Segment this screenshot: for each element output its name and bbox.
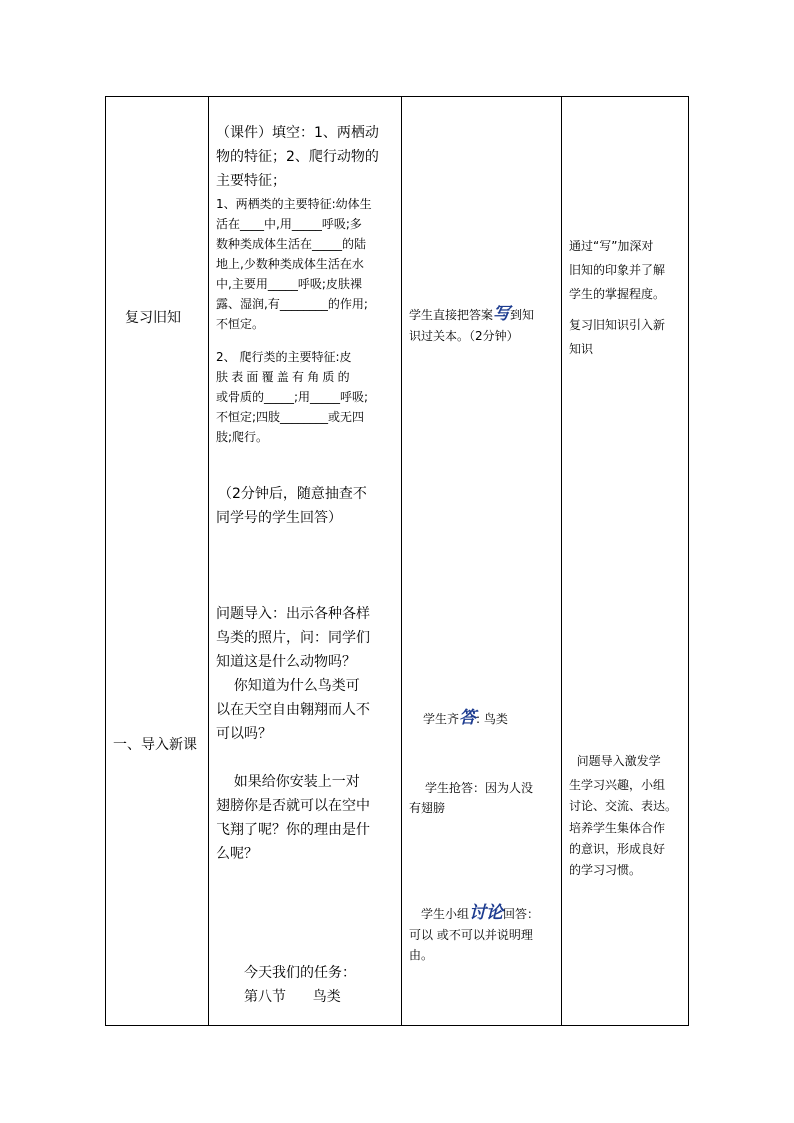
- amphibian-question-line: 中,主要用_____呼吸;皮肤裸: [216, 277, 362, 291]
- column-divider-1: [208, 96, 209, 1026]
- wings-question-line: 飞翔了呢？你的理由是什: [216, 822, 370, 838]
- intro-question-line: 知道这是什么动物吗？: [216, 654, 356, 670]
- emphasis-write: 写: [493, 304, 511, 324]
- table-border-bottom: [105, 1025, 689, 1026]
- review-intro-line: 物的特征；2、爬行动物的: [216, 149, 379, 165]
- lesson-title: 第八节 鸟类: [244, 989, 341, 1005]
- amphibian-question-line: 不恒定。: [216, 317, 265, 331]
- purpose-line: 学生的掌握程度。: [569, 287, 666, 301]
- flight-question-line: 你知道为什么鸟类可: [216, 678, 360, 694]
- wings-question-line: 翅膀你是否就可以在空中: [216, 798, 370, 814]
- reptile-question-line: 肤表面覆盖有角质的: [216, 370, 353, 384]
- amphibian-question-line: 露、湿润,有________的作用;: [216, 297, 368, 311]
- table-border-top: [105, 96, 689, 97]
- student-group-answer-line: 由。: [409, 948, 434, 962]
- random-check-note: 同学号的学生回答）: [216, 510, 342, 526]
- intro-question-line: 鸟类的照片，问：同学们: [216, 630, 370, 646]
- purpose-line: 讨论、交流、表达。: [569, 799, 678, 813]
- intro-question-line: 问题导入：出示各种各样: [216, 606, 370, 622]
- student-chorus-answer: 学生齐答: 鸟类: [423, 708, 508, 728]
- column-divider-3: [561, 96, 562, 1026]
- wings-question-line: 么呢？: [216, 846, 258, 862]
- table-border-right: [688, 96, 689, 1026]
- reptile-question-line: 不恒定;四肢________或无四: [216, 410, 365, 424]
- student-write-answer-line2: 识过关本。（2分钟）: [409, 329, 519, 343]
- purpose-line: 旧知的印象并了解: [569, 263, 666, 277]
- review-intro-line: （课件）填空：1、两栖动: [216, 125, 379, 141]
- stage-review: 复习旧知: [125, 310, 181, 326]
- amphibian-question-line: 1、两栖类的主要特征:幼体生: [216, 197, 372, 211]
- reptile-question-line: 2、 爬行类的主要特征:皮: [216, 350, 352, 364]
- student-group-answer: 学生小组讨论回答：: [421, 903, 540, 923]
- student-write-answer: 学生直接把答案写到知: [409, 304, 535, 324]
- reptile-question-line: 或骨质的_____;用_____呼吸;: [216, 390, 369, 404]
- reptile-question-line: 肢;爬行。: [216, 430, 269, 444]
- table-border-left: [105, 96, 106, 1026]
- purpose-line: 知识: [569, 342, 594, 356]
- column-divider-2: [401, 96, 402, 1026]
- review-intro-line: 主要特征；: [216, 173, 286, 189]
- purpose-line: 的学习习惯。: [569, 863, 642, 877]
- amphibian-question-line: 活在____中,用_____呼吸;多: [216, 217, 362, 231]
- amphibian-question-line: 地上,少数种类成体生活在水: [216, 257, 364, 271]
- purpose-line: 复习旧知识引入新: [569, 318, 666, 332]
- wings-question-line: 如果给你安装上一对: [216, 774, 360, 790]
- amphibian-question-line: 数种类成体生活在_____的陆: [216, 237, 367, 251]
- purpose-line: 的意识，形成良好: [569, 842, 666, 856]
- student-group-answer-line: 可以 或不可以并说明理: [409, 928, 533, 942]
- flight-question-line: 以在天空自由翱翔而人不: [216, 702, 370, 718]
- purpose-line: 生学习兴趣，小组: [569, 778, 666, 792]
- purpose-line: 通过“写”加深对: [569, 239, 654, 253]
- stage-introduction: 一、导入新课: [113, 737, 197, 753]
- random-check-note: （2分钟后，随意抽查不: [218, 486, 367, 502]
- flight-question-line: 可以吗？: [216, 726, 272, 742]
- today-task-label: 今天我们的任务：: [244, 965, 356, 981]
- emphasis-discuss: 讨论: [469, 903, 504, 923]
- emphasis-answer: 答: [459, 708, 477, 728]
- purpose-line: 问题导入激发学: [569, 754, 661, 768]
- purpose-line: 培养学生集体合作: [569, 821, 666, 835]
- student-quick-answer: 学生抢答：因为人没: [425, 781, 534, 795]
- student-quick-answer: 有翅膀: [409, 801, 446, 815]
